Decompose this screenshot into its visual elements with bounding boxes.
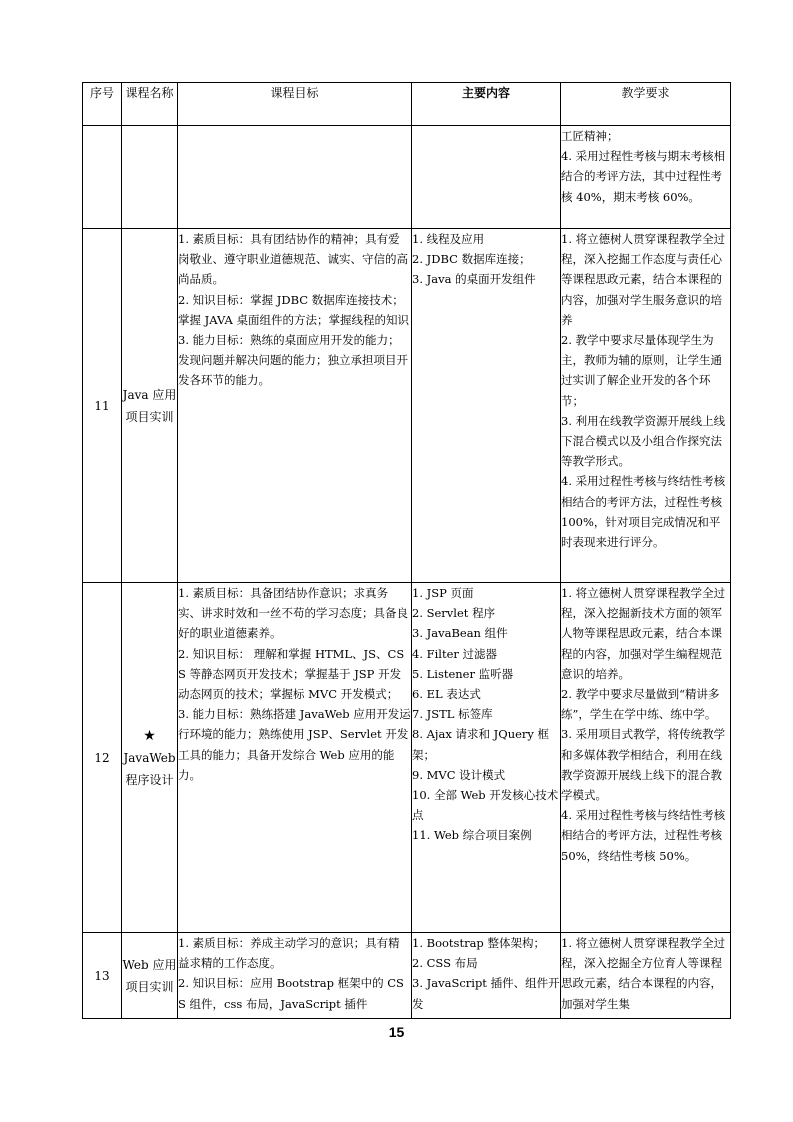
goal-line: 1. 素质目标：具有团结协作的精神；具有爱岗敬业、遵守职业道德规范、诚实、守信的高尚品质。: [178, 232, 408, 287]
content-line: 2. CSS 布局: [412, 956, 478, 971]
content-line: 2. Servlet 程序: [412, 606, 496, 621]
goal-line: 2. 知识目标： 理解和掌握 HTML、JS、CSS 等静态网页开发技术；掌握基于 JSP 开发动态网页的技术；掌握标 MVC 开发模式；: [178, 646, 405, 702]
content-line: 8. Ajax 请求和 JQuery 框架；: [412, 727, 550, 762]
content-line: 3. Java 的桌面开发组件: [412, 272, 536, 287]
req-line: 2. 教学中要求尽量体现学生为主，教师为辅的原则，让学生通过实训了解企业开发的各个环节；: [561, 333, 722, 408]
req-line: 4. 采用过程性考核与终结性考核相结合的考评方法，过程性考核 50%，终结性考核 50%。: [561, 808, 726, 863]
goal-line: 2. 知识目标：应用 Bootstrap 框架中的 CSS 组件，css 布局，JavaScript 插件: [178, 976, 404, 1011]
goal-line: 3. 能力目标：熟练搭建 JavaWeb 应用开发运行环境的能力；熟练使用 JSP、Servlet 开发工具的能力；具备开发综合 Web 应用的能力。: [178, 707, 411, 782]
table-row-11: [83, 229, 731, 583]
teaching-req-cell: [561, 126, 731, 229]
course-table: [82, 82, 731, 1019]
main-content-cell: [412, 229, 561, 583]
content-line: 10. 全部 Web 开发核心技术点: [412, 788, 559, 823]
table-row-13: [83, 933, 731, 1019]
goal-line: 3. 能力目标：熟练的桌面应用开发的能力；发现问题并解决问题的能力；独立承担项目开发各环节的能力。: [178, 333, 408, 388]
header-course-goal: 课程目标: [178, 83, 412, 126]
content-line: 7. JSTL 标签库: [412, 707, 493, 722]
main-content-cell: [412, 933, 561, 1019]
course-name-cell: Java 应用项目实训: [122, 229, 178, 583]
req-line: 1. 将立德树人贯穿课程教学全过程，深入挖掘工作态度与责任心等课程思政元素，结合本课程的内容，加强对学生服务意识的培养: [561, 232, 726, 327]
table-header-row: [83, 83, 731, 126]
seq-cell: 11: [83, 229, 122, 583]
seq-cell: 12: [83, 583, 122, 933]
req-line: 4. 采用过程性考核与终结性考核相结合的考评方法，过程性考核 100%，针对项目完成情况和平时表现来进行评分。: [561, 474, 726, 550]
content-line: 5. Listener 监听器: [412, 666, 514, 681]
content-line: 4. Filter 过滤器: [412, 646, 498, 661]
content-line: 2. JDBC 数据库连接；: [412, 252, 531, 267]
course-goal-cell: [178, 933, 412, 1019]
main-content-cell: [412, 583, 561, 933]
header-teaching-req: 教学要求: [561, 83, 731, 126]
req-line: 3. 利用在线教学资源开展线上线下混合模式以及小组合作探究法等教学形式。: [561, 413, 726, 469]
req-line: 4. 采用过程性考核与期末考核相结合的考评方法，其中过程性考核 40%，期末考核 60%。: [561, 149, 726, 204]
content-line: 1. 线程及应用: [412, 232, 485, 246]
goal-line: 1. 素质目标：具备团结协作意识；求真务实、讲求时效和一丝不苟的学习态度；具备良好的职业道德素养。: [178, 586, 408, 641]
course-name-cell: [122, 583, 178, 933]
teaching-req-cell: [561, 933, 731, 1019]
content-line: 9. MVC 设计模式: [412, 767, 506, 782]
star-icon: ★: [143, 727, 156, 744]
header-course-name: 课程名称: [122, 83, 178, 126]
content-line: 3. JavaScript 插件、组件开发: [412, 976, 560, 1011]
table-row-continued: [83, 126, 731, 229]
course-goal-cell: [178, 583, 412, 933]
content-line: 1. JSP 页面: [412, 586, 474, 600]
course-name-cell: Web 应用项目实训: [122, 933, 178, 1019]
req-line: 3. 采用项目式教学，将传统教学和多媒体教学相结合，利用在线教学资源开展线上线下的混合教学模式。: [561, 727, 726, 803]
teaching-req-cell: [561, 583, 731, 933]
goal-line: 2. 知识目标：掌握 JDBC 数据库连接技术；掌握 JAVA 桌面组件的方法；掌握线程的知识: [178, 292, 409, 327]
course-name-text: JavaWeb 程序设计: [123, 750, 176, 787]
header-main-content: 主要内容: [412, 83, 561, 126]
page-number: 15: [388, 1024, 405, 1040]
content-line: 6. EL 表达式: [412, 687, 481, 702]
req-line: 2. 教学中要求尽量做到“精讲多练”，学生在学中练、练中学。: [561, 687, 720, 722]
content-line: 1. Bootstrap 整体架构；: [412, 936, 545, 950]
content-line: 3. JavaBean 组件: [412, 626, 508, 641]
req-line: 1. 将立德树人贯穿课程教学全过程，深入挖掘新技术方面的领军人物等课程思政元素，结合本课程的内容，加强对学生编程规范意识的培养。: [561, 586, 726, 681]
req-line: 工匠精神；: [561, 129, 619, 143]
goal-line: 1. 素质目标：养成主动学习的意识；具有精益求精的工作态度。: [178, 936, 400, 971]
content-line: 11. Web 综合项目案例: [412, 828, 532, 843]
teaching-req-cell: [561, 229, 731, 583]
header-seq: 序号: [83, 83, 122, 126]
seq-cell: 13: [83, 933, 122, 1019]
course-goal-cell: [178, 229, 412, 583]
req-line: 1. 将立德树人贯穿课程教学全过程，深入挖掘全方位育人等课程思政元素，结合本课程的内容，加强对学生集: [561, 936, 726, 1011]
table-row-12: [83, 583, 731, 933]
